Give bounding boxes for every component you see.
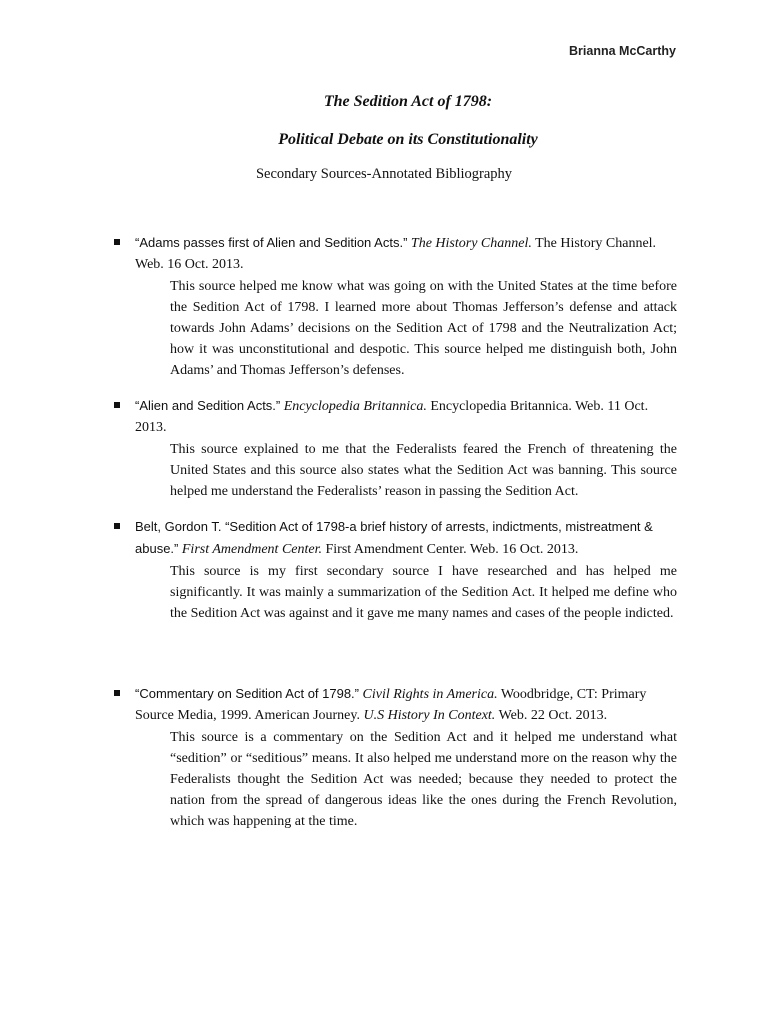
citation-source: Civil Rights in America.	[362, 687, 498, 702]
citation	[135, 395, 671, 438]
citation-title: “Commentary on Sedition Act of 1798.”	[135, 686, 360, 701]
citation	[135, 683, 671, 726]
citation-publisher: Woodbridge, CT: Primary Source Media, 1999. American Journey.	[135, 687, 647, 723]
citation-publication: The History Channel. Web. 16 Oct. 2013.	[135, 236, 657, 272]
citation-source: The History Channel.	[410, 236, 532, 251]
author-name: Brianna McCarthy	[569, 44, 676, 58]
citation	[135, 232, 671, 275]
document-subtitle: Political Debate on its Constitutionality	[278, 131, 538, 148]
annotation-text: This source explained to me that the Federalists feared the French of threatening the United States and this source also states what the Sedition Act was banning. This source helped me understand the Federalists’ reason in passing the Sedition Act.	[170, 442, 677, 499]
citation-title: “Alien and Sedition Acts.”	[135, 398, 281, 413]
document-title: The Sedition Act of 1798:	[323, 93, 493, 110]
bibliography-entry	[114, 395, 677, 502]
bibliography-entry	[114, 232, 677, 381]
citation-title: “Adams passes first of Alien and Sedition Acts.”	[135, 235, 408, 250]
annotation-text: This source is a commentary on the Sedition Act and it helped me understand what “sedition” or “seditious” means. It also helped me understand more on the reason why the Federalists thought the Sedition Act was needed; because they needed to protect the nation from the spread of dangerous ideas like the ones during the French Revolution, which was happening at the time.	[170, 730, 677, 829]
document-type: Secondary Sources-Annotated Bibliography	[255, 166, 513, 182]
bullet-icon	[114, 523, 120, 529]
citation-database: U.S History In Context.	[363, 708, 496, 723]
bibliography-entry	[114, 683, 677, 832]
citation-publication: Web. 22 Oct. 2013.	[498, 708, 608, 723]
citation-source: Encyclopedia Britannica.	[283, 399, 427, 414]
bibliography-entry	[114, 516, 677, 624]
citation-title: Belt, Gordon T. “Sedition Act of 1798-a brief history of arrests, indictments, mistreatment & abuse.”	[135, 519, 653, 556]
annotation-text: This source is my first secondary source I have researched and has helped me significantly. It was mainly a summarization of the Sedition Act. It helped me define who the Sedition Act was against and it gave me many names and cases of the people indicted.	[170, 564, 677, 621]
bullet-icon	[114, 239, 120, 245]
bullet-icon	[114, 402, 120, 408]
citation-source: First Amendment Center.	[181, 542, 322, 557]
bullet-icon	[114, 690, 120, 696]
citation-publication: Encyclopedia Britannica. Web. 11 Oct. 2013.	[135, 399, 649, 435]
citation-publication: First Amendment Center. Web. 16 Oct. 2013.	[325, 542, 579, 557]
annotation-text: This source helped me know what was going on with the United States at the time before the Sedition Act of 1798. I learned more about Thomas Jefferson’s defense and attack towards John Adams’ decisions on the Sedition Act of 1798 and the Neutralization Act; how it was unconstitutional and despotic. This source helped me distinguish both, John Adams’ and Thomas Jefferson’s defenses.	[170, 279, 677, 378]
citation	[135, 516, 671, 560]
